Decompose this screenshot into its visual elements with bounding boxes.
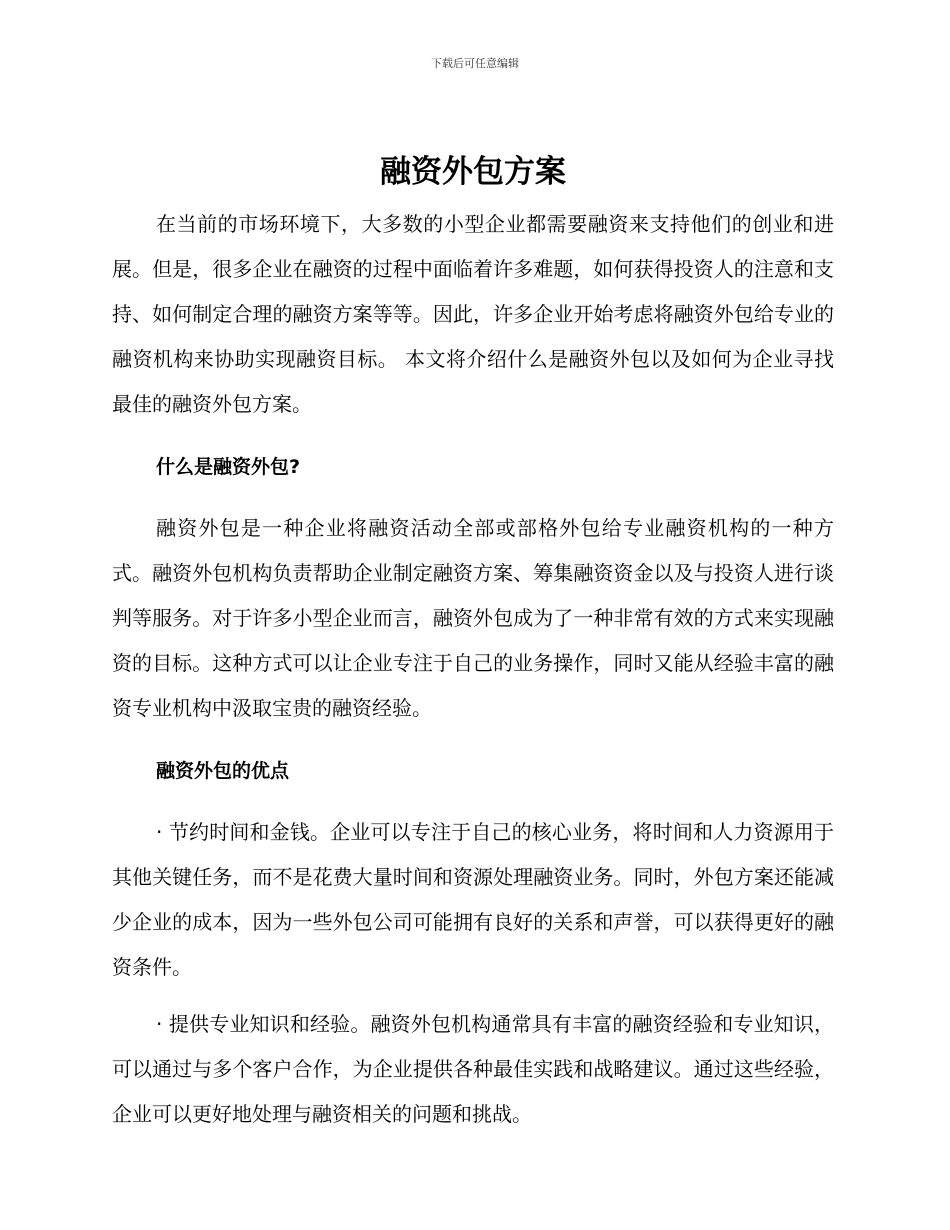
section-heading-what-is: 什么是融资外包? <box>156 456 301 478</box>
document-title: 融资外包方案 <box>380 154 566 190</box>
page-header-note: 下载后可任意编辑 <box>431 57 519 70</box>
document-body <box>112 150 834 1137</box>
advantage-item-time-money: · 节约时间和金钱。企业可以专注于自己的核心业务，将时间和人力资源用于其他关键任务，而不是花费大量时间和资源处理融资业务。同时，外包方案还能减少企业的成本，因为一些外包公司可能拥有良好的关系和声誉，可以获得更好的融资条件。 <box>112 820 834 979</box>
section-heading-advantages: 融资外包的优点 <box>156 760 290 782</box>
advantage-item-expertise: · 提供专业知识和经验。融资外包机构通常具有丰富的融资经验和专业知识，可以通过与多个客户合作，为企业提供各种最佳实践和战略建议。通过这些经验，企业可以更好地处理与融资相关的问题和挑战。 <box>112 1012 834 1126</box>
paragraph-spacer <box>112 990 834 1002</box>
section-body-what-is: 融资外包是一种企业将融资活动全部或部格外包给专业融资机构的一种方式。融资外包机构负责帮助企业制定融资方案、筹集融资资金以及与投资人进行谈判等服务。对于许多小型企业而言，融资外包成为了一种非常有效的方式来实现融资的目标。这种方式可以让企业专注于自己的业务操作，同时又能从经验丰富的融资专业机构中汲取宝贵的融资经验。 <box>112 516 834 720</box>
intro-paragraph: 在当前的市场环境下，大多数的小型企业都需要融资来支持他们的创业和进展。但是，很多企业在融资的过程中面临着许多难题，如何获得投资人的注意和支持、如何制定合理的融资方案等等。因此，许多企业开始考虑将融资外包给专业的融资机构来协助实现融资目标。 本文将介绍什么是融资外包以及如何为企业寻找最佳的融资外包方案。 <box>112 212 834 416</box>
